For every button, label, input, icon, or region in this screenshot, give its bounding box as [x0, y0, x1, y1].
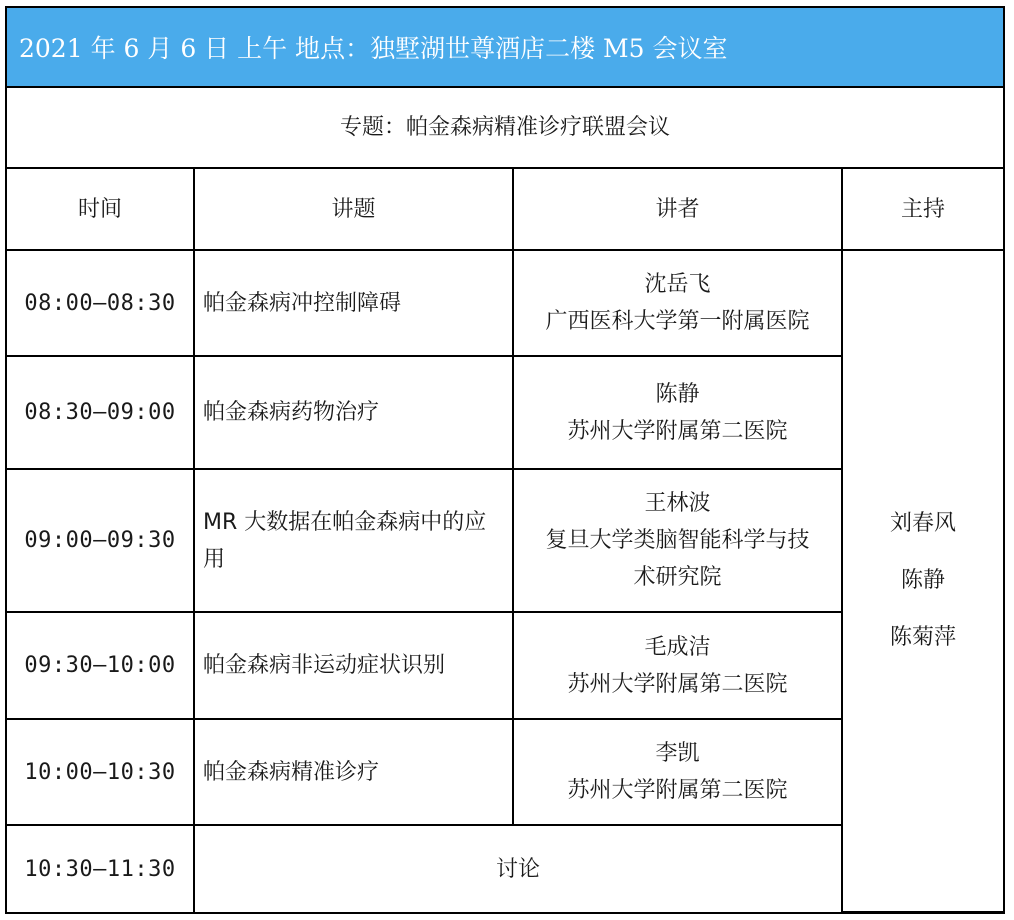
- session-time: 08:00—08:30: [7, 250, 194, 356]
- session-row: [7, 250, 1003, 356]
- session-time: 10:00—10:30: [7, 719, 194, 825]
- speaker-affiliation: 术研究院: [633, 565, 722, 590]
- topic-row: [7, 88, 1003, 168]
- session-title: MR 大数据在帕金森病中的应用: [194, 469, 513, 612]
- speaker-name: 王林波: [644, 491, 711, 516]
- session-speaker-cell: [513, 250, 842, 356]
- speaker-affiliation: 复旦大学类脑智能科学与技: [545, 528, 810, 553]
- column-header-title: 讲题: [194, 168, 513, 250]
- column-header-speaker: 讲者: [513, 168, 842, 250]
- discussion-time: 10:30—11:30: [7, 825, 194, 912]
- column-header-time: 时间: [7, 168, 194, 250]
- speaker-name: 毛成洁: [644, 634, 711, 660]
- topic-cell: 专题：帕金森病精准诊疗联盟会议: [7, 88, 1003, 168]
- column-header-host: 主持: [842, 168, 1003, 250]
- discussion-label: 讨论: [194, 825, 842, 912]
- host-cell: [842, 250, 1003, 912]
- speaker-name: 李凯: [655, 741, 700, 766]
- session-time: 09:30—10:00: [7, 612, 194, 719]
- speaker-affiliation: 苏州大学附属第二医院: [567, 418, 788, 444]
- session-time: 08:30—09:00: [7, 356, 194, 469]
- speaker-name: 陈静: [655, 381, 700, 407]
- session-title: 帕金森病药物治疗: [194, 356, 513, 469]
- speaker-affiliation: 广西医科大学第一附属医院: [545, 309, 810, 334]
- session-speaker-cell: [513, 469, 842, 612]
- session-title: 帕金森病精准诊疗: [194, 719, 513, 825]
- agenda-table: [7, 88, 1003, 913]
- session-speaker-cell: [513, 612, 842, 719]
- session-speaker-cell: [513, 356, 842, 469]
- host-name: 刘春风: [890, 511, 957, 536]
- speaker-name: 沈岳飞: [644, 272, 711, 297]
- session-header: [7, 8, 1003, 88]
- session-title: 帕金森病冲控制障碍: [194, 250, 513, 356]
- session-speaker-cell: [513, 719, 842, 825]
- column-header-row: [7, 168, 1003, 250]
- host-name: 陈静: [901, 568, 946, 593]
- speaker-affiliation: 苏州大学附属第二医院: [567, 778, 788, 803]
- host-name: 陈菊萍: [890, 625, 957, 650]
- session-time: 09:00—09:30: [7, 469, 194, 612]
- session-title: 帕金森病非运动症状识别: [194, 612, 513, 719]
- session-header-title: 2021 年 6 月 6 日 上午 地点：独墅湖世尊酒店二楼 M5 会议室: [19, 34, 728, 63]
- speaker-affiliation: 苏州大学附属第二医院: [567, 671, 788, 697]
- agenda-frame: [5, 6, 1005, 914]
